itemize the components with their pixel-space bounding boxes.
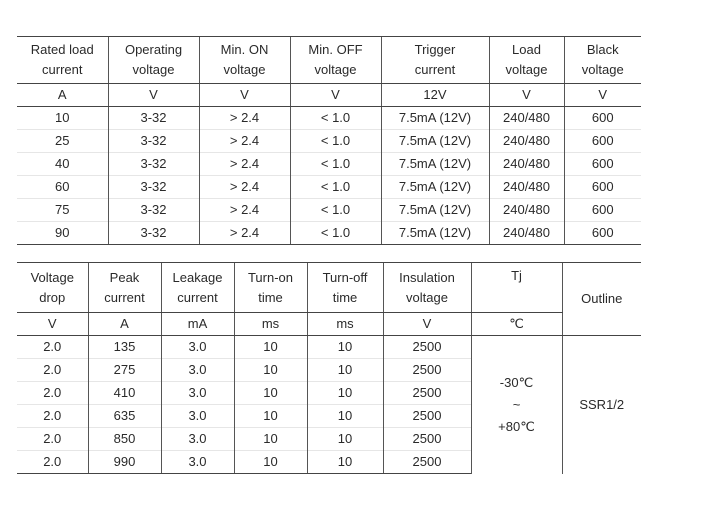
table-cell: 3.0 bbox=[161, 359, 234, 382]
table-cell: 275 bbox=[88, 359, 161, 382]
table-cell: 410 bbox=[88, 382, 161, 405]
table-cell: 7.5mA (12V) bbox=[381, 199, 489, 222]
table-cell: 3.0 bbox=[161, 428, 234, 451]
table-cell: 7.5mA (12V) bbox=[381, 130, 489, 153]
table-cell: > 2.4 bbox=[199, 176, 290, 199]
table-cell: 135 bbox=[88, 336, 161, 359]
header-row bbox=[17, 263, 641, 313]
table-cell: 3.0 bbox=[161, 405, 234, 428]
table-cell: 600 bbox=[564, 130, 641, 153]
table-cell: 2.0 bbox=[17, 451, 88, 474]
unit-cell: V bbox=[108, 84, 199, 107]
header-rated-load-current: Rated load current bbox=[17, 37, 108, 84]
table-cell: 7.5mA (12V) bbox=[381, 222, 489, 245]
tj-min: -30℃ bbox=[499, 374, 534, 390]
table-cell: 2500 bbox=[383, 451, 471, 474]
table-cell: 10 bbox=[307, 359, 383, 382]
table-cell: < 1.0 bbox=[290, 153, 381, 176]
table-cell: 2.0 bbox=[17, 359, 88, 382]
table-cell: 10 bbox=[307, 336, 383, 359]
table-cell: 2500 bbox=[383, 359, 471, 382]
header-min-on-voltage: Min. ON voltage bbox=[199, 37, 290, 84]
unit-cell: V bbox=[17, 313, 88, 336]
table-cell: 7.5mA (12V) bbox=[381, 176, 489, 199]
table-cell: > 2.4 bbox=[199, 153, 290, 176]
table-cell: 2.0 bbox=[17, 428, 88, 451]
table-cell: < 1.0 bbox=[290, 222, 381, 245]
table-cell: 10 bbox=[307, 382, 383, 405]
header-peak-current: Peak current bbox=[88, 263, 161, 313]
header-min-off-voltage: Min. OFF voltage bbox=[290, 37, 381, 84]
unit-cell: V bbox=[383, 313, 471, 336]
outline-value-cell: SSR1/2 bbox=[562, 336, 641, 474]
table-cell: 10 bbox=[234, 451, 307, 474]
table-cell: > 2.4 bbox=[199, 199, 290, 222]
table-cell: 60 bbox=[17, 176, 108, 199]
table-cell: 40 bbox=[17, 153, 108, 176]
header-insulation-voltage: Insulation voltage bbox=[383, 263, 471, 313]
table-row bbox=[17, 336, 641, 359]
table-cell: 10 bbox=[234, 405, 307, 428]
table-cell: 850 bbox=[88, 428, 161, 451]
ssr-input-spec-table bbox=[17, 36, 641, 245]
table-row bbox=[17, 153, 641, 176]
table-cell: 10 bbox=[55, 110, 70, 125]
table-cell: 10 bbox=[307, 405, 383, 428]
table-cell: > 2.4 bbox=[199, 222, 290, 245]
tj-range-cell bbox=[471, 336, 562, 474]
table-cell: 3-32 bbox=[108, 176, 199, 199]
table-cell: 240/480 bbox=[489, 222, 564, 245]
unit-cell: mA bbox=[161, 313, 234, 336]
table-cell: 3-32 bbox=[108, 222, 199, 245]
table-cell: 600 bbox=[564, 199, 641, 222]
unit-row bbox=[17, 84, 641, 107]
table-cell: 3-32 bbox=[108, 199, 199, 222]
table-cell: < 1.0 bbox=[290, 130, 381, 153]
table-cell: 90 bbox=[17, 222, 108, 245]
table-cell: 25 bbox=[17, 130, 108, 153]
table-cell: 240/480 bbox=[489, 130, 564, 153]
table-cell: > 2.4 bbox=[199, 107, 290, 130]
table-cell: 10 bbox=[234, 428, 307, 451]
unit-cell: V bbox=[489, 84, 564, 107]
unit-cell: ms bbox=[234, 313, 307, 336]
unit-cell: 12V bbox=[381, 84, 489, 107]
table-cell: 10 bbox=[307, 428, 383, 451]
header-row bbox=[17, 37, 641, 84]
table-cell: 240/480 bbox=[489, 107, 564, 130]
header-outline: Outline bbox=[562, 263, 641, 336]
table-cell: 7.5mA (12V) bbox=[381, 107, 489, 130]
table-cell: 990 bbox=[88, 451, 161, 474]
table-cell: 2.0 bbox=[17, 405, 88, 428]
table-cell: 2.0 bbox=[43, 339, 62, 354]
table-cell: 10 bbox=[234, 359, 307, 382]
table-row bbox=[17, 130, 641, 153]
table-cell: 2500 bbox=[383, 405, 471, 428]
unit-cell-tj: ℃ bbox=[471, 313, 562, 336]
tj-max: +80℃ bbox=[498, 418, 535, 434]
unit-cell: V bbox=[199, 84, 290, 107]
table-cell: 3-32 bbox=[108, 107, 199, 130]
header-leakage-current: Leakage current bbox=[161, 263, 234, 313]
table-cell: < 1.0 bbox=[290, 176, 381, 199]
table-row bbox=[17, 176, 641, 199]
table-cell: 7.5mA (12V) bbox=[381, 153, 489, 176]
ssr-output-spec-table bbox=[17, 262, 641, 474]
table-row bbox=[17, 199, 641, 222]
table-cell: 600 bbox=[564, 176, 641, 199]
unit-cell: A bbox=[88, 313, 161, 336]
header-tj: Tj bbox=[471, 263, 562, 313]
table-cell: < 1.0 bbox=[290, 199, 381, 222]
table-cell: 600 bbox=[564, 222, 641, 245]
table-cell: 3-32 bbox=[108, 153, 199, 176]
header-operating-voltage: Operating voltage bbox=[108, 37, 199, 84]
unit-cell: ms bbox=[307, 313, 383, 336]
table-cell: 2500 bbox=[383, 382, 471, 405]
table-cell: 3.0 bbox=[161, 382, 234, 405]
table-cell: 75 bbox=[17, 199, 108, 222]
table-cell: 240/480 bbox=[489, 199, 564, 222]
unit-row bbox=[17, 313, 641, 336]
unit-cell: V bbox=[290, 84, 381, 107]
table-cell: 240/480 bbox=[489, 153, 564, 176]
header-load-voltage: Load voltage bbox=[489, 37, 564, 84]
header-black-voltage: Black voltage bbox=[564, 37, 641, 84]
table-cell: 10 bbox=[234, 336, 307, 359]
table-cell: 600 bbox=[564, 153, 641, 176]
table-cell: 10 bbox=[307, 451, 383, 474]
table-cell: 240/480 bbox=[489, 176, 564, 199]
table-cell: 600 bbox=[564, 107, 641, 130]
header-trigger-current: Trigger current bbox=[381, 37, 489, 84]
table-cell: < 1.0 bbox=[290, 107, 381, 130]
table-cell: 10 bbox=[234, 382, 307, 405]
table-cell: 2.0 bbox=[17, 382, 88, 405]
unit-cell: V bbox=[564, 84, 641, 107]
table-cell: 2500 bbox=[383, 428, 471, 451]
table-cell: 635 bbox=[88, 405, 161, 428]
table-cell: 3.0 bbox=[161, 451, 234, 474]
table-cell: 3-32 bbox=[108, 130, 199, 153]
header-voltage-drop: Voltage drop bbox=[17, 263, 88, 313]
header-turn-off-time: Turn-off time bbox=[307, 263, 383, 313]
table-cell: 3.0 bbox=[161, 336, 234, 359]
table-cell: > 2.4 bbox=[199, 130, 290, 153]
unit-cell: A bbox=[17, 84, 108, 107]
table-cell: 2500 bbox=[383, 336, 471, 359]
tj-separator: ~ bbox=[512, 396, 521, 412]
table-row bbox=[17, 222, 641, 245]
header-turn-on-time: Turn-on time bbox=[234, 263, 307, 313]
table-row bbox=[17, 107, 641, 130]
